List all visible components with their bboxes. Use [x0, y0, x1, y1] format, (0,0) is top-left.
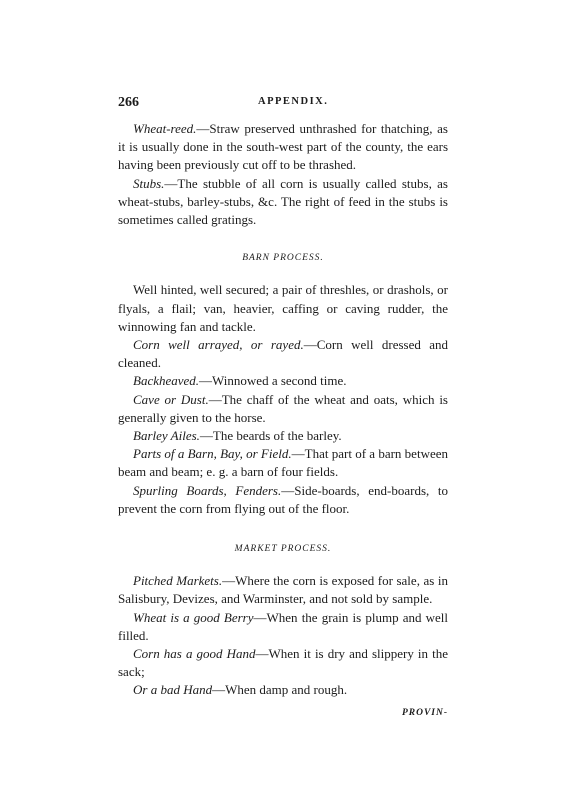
entry-definition: —When the grain is plump and well filled. [118, 609, 448, 643]
entry-definition: —When it is dry and slippery in the sack; [118, 646, 448, 680]
entry-term: Backheaved. [133, 373, 200, 389]
entry-definition: —When damp and rough. [212, 682, 348, 698]
entry-definition: —Corn well dressed and cleaned. [118, 337, 449, 371]
entry-term: Wheat-reed. [133, 121, 197, 136]
entry-barley-ailes [118, 427, 448, 445]
page-number: 266 [118, 95, 139, 110]
entry-term: Corn well arrayed, or rayed. [133, 337, 304, 353]
section-heading-market: MARKET PROCESS. [234, 544, 332, 555]
barn-opening-paragraph: Well hinted, well secured; a pair of threshles, or drashols, or flyals, a flail; van, heavier, caffing or caving rudder, the winnowing fan and tackle. [118, 282, 448, 334]
entry-corn-arrayed [118, 336, 448, 372]
entry-backheaved [118, 372, 448, 390]
entry-definition: —Winnowed a second time. [199, 373, 347, 389]
entry-cave-dust [118, 391, 448, 427]
entry-term: Spurling Boards, Fenders. [133, 482, 282, 498]
entry-bad-hand [118, 681, 448, 699]
entry-term: Wheat is a good Berry [133, 609, 254, 625]
entry-term: Stubs. [133, 175, 165, 191]
page-body [118, 120, 448, 722]
running-head: APPENDIX. [258, 96, 329, 107]
entry-pitched-markets [118, 572, 448, 608]
entry-good-hand [118, 645, 448, 681]
entry-parts-of-barn [118, 445, 448, 481]
entry-stubs [118, 175, 448, 230]
entry-term: Corn has a good Hand [133, 646, 256, 662]
entry-good-berry [118, 609, 448, 645]
entry-term: Barley Ailes. [133, 428, 200, 444]
entry-spurling-boards [118, 482, 448, 518]
catchword: PROVIN- [401, 707, 448, 718]
entry-term: Parts of a Barn, Bay, or Field. [133, 446, 292, 462]
section-heading-barn: BARN PROCESS. [242, 253, 324, 264]
page-header [118, 95, 448, 111]
entry-definition: —Where the corn is exposed for sale, as in Salisbury, Devizes, and Warminster, and not sold by sample. [118, 573, 448, 607]
entry-definition: —The stubble of all corn is usually called stubs, as wheat-stubs, barley-stubs, &c. The right of feed in the stubs is sometimes called gratings. [118, 175, 448, 228]
entry-definition: —Straw preserved unthrashed for thatching, as it is usually done in the south-west part of the county, the ears having been previously cut off to be thrashed. [118, 121, 448, 173]
entry-definition: —That part of a barn between beam and beam; e. g. a barn of four fields. [118, 446, 448, 480]
entry-definition: —The chaff of the wheat and oats, which is generally given to the horse. [118, 391, 448, 425]
entry-term: Pitched Markets. [133, 573, 223, 589]
entry-definition: —The beards of the barley. [199, 428, 342, 444]
entry-wheat-reed [118, 120, 448, 175]
entry-definition: —Side-boards, end-boards, to prevent the corn from flying out of the floor. [118, 482, 448, 516]
entry-term: Cave or Dust. [133, 391, 209, 407]
entry-term: Or a bad Hand [133, 682, 213, 698]
